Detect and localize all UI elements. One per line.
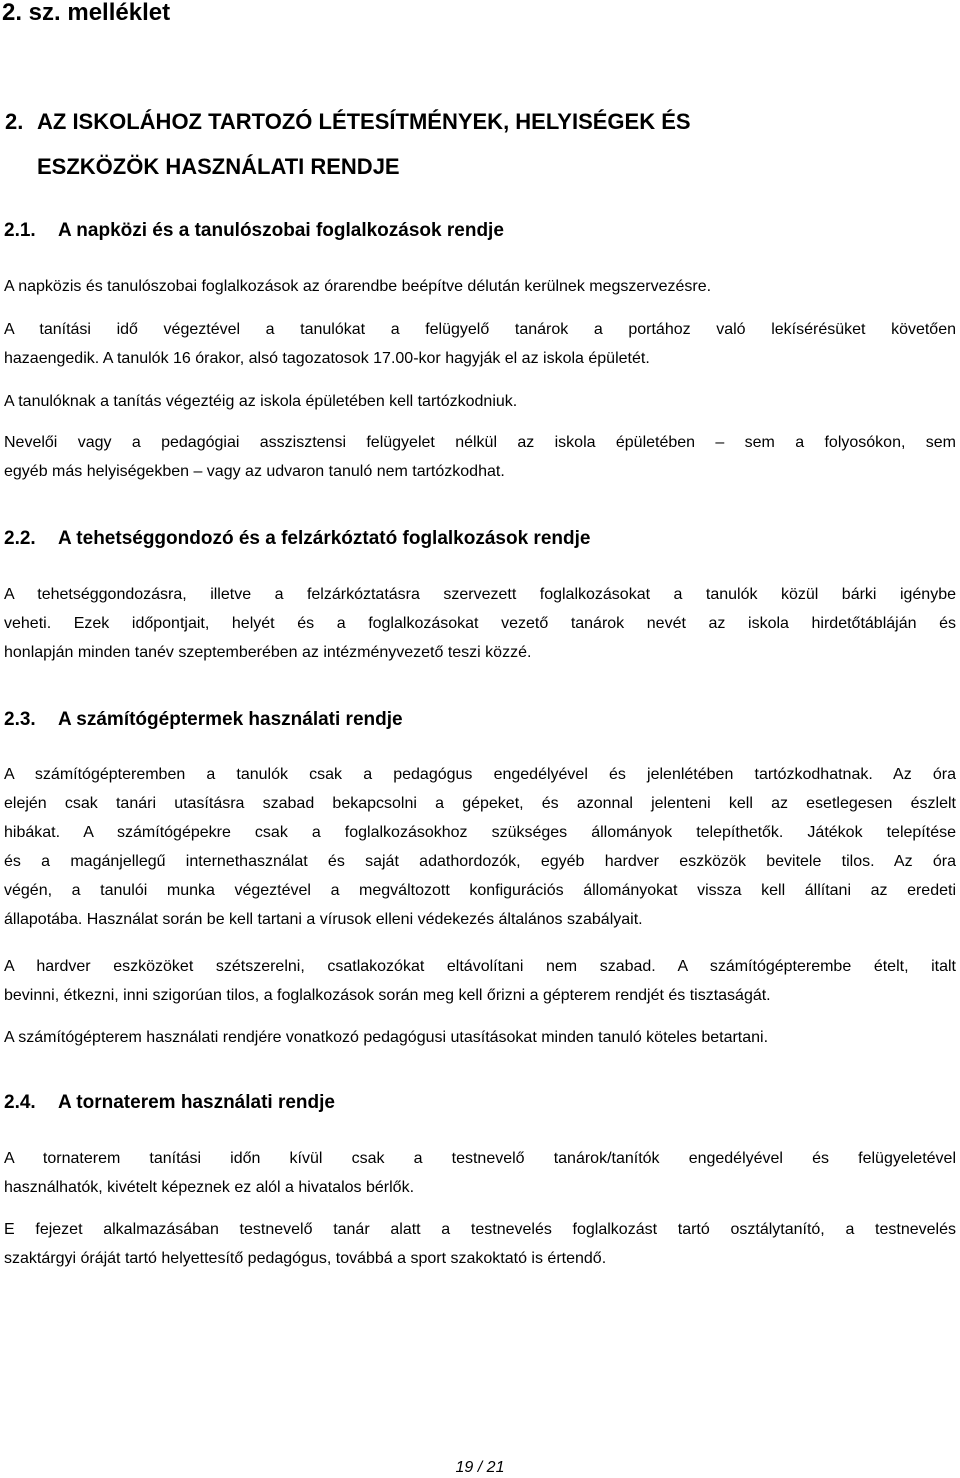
paragraph — [4, 272, 956, 301]
section-heading-2-1 — [4, 219, 504, 243]
paragraph-line: végén, a tanulói munka végeztével a megváltozott konfigurációs állományokat vissza kell állítani az eredeti — [4, 882, 956, 899]
paragraph-line: E fejezet alkalmazásában testnevelő tanár alatt a testnevelés foglalkozást tartó osztálytanító, a testnevelés — [4, 1221, 956, 1238]
section-title: A tornaterem használati rendje — [58, 1092, 335, 1113]
paragraph — [4, 952, 956, 1010]
paragraph-line: hibákat. A számítógépekre csak a foglalkozásokhoz szükséges állományok telepíthetők. Játékok telepítése — [4, 824, 956, 841]
section-heading-2-3 — [4, 708, 403, 732]
paragraph-line: és a magánjellegű internethasználat és saját adathordozók, egyéb hardver eszközök bevitele tilos. Az óra — [4, 853, 956, 870]
chapter-title — [5, 99, 945, 189]
paragraph-line: A hardver eszközöket szétszerelni, csatlakozókat eltávolítani nem szabad. A számítógépterembe ételt, italt — [4, 958, 956, 975]
section-number: 2.3. — [4, 709, 36, 730]
paragraph-line: A napközis és tanulószobai foglalkozások az órarendbe beépítve délután kerülnek megszervezésre. — [4, 278, 712, 295]
paragraph — [4, 387, 956, 416]
paragraph — [4, 1144, 956, 1202]
section-number: 2.2. — [4, 528, 36, 549]
annex-title: 2. sz. melléklet — [2, 0, 171, 26]
paragraph-line: A tanítási idő végeztével a tanulókat a felügyelő tanárok a portához való lekísérésüket követően — [4, 321, 956, 338]
section-number: 2.4. — [4, 1092, 36, 1113]
paragraph-line: A számítógépteremben a tanulók csak a pedagógus engedélyével és jelenlétében tartózkodhatnak. Az óra — [4, 766, 956, 783]
section-number: 2.1. — [4, 220, 36, 241]
paragraph-line: A tanulóknak a tanítás végeztéig az iskola épületében kell tartózkodniuk. — [4, 393, 518, 410]
paragraph-line: Nevelői vagy a pedagógiai asszisztensi felügyelet nélkül az iskola épületében – sem a folyosókon, sem — [4, 434, 956, 451]
paragraph — [4, 760, 956, 934]
paragraph — [4, 315, 956, 373]
section-title: A napközi és a tanulószobai foglalkozások rendje — [58, 220, 504, 241]
chapter-number: 2. — [5, 109, 24, 134]
paragraph-line: bevinni, étkezni, inni szigorúan tilos, a foglalkozások során meg kell őrizni a gépterem rendjét és tisztaságát. — [4, 987, 771, 1004]
section-title: A számítógéptermek használati rendje — [58, 709, 403, 730]
paragraph-line: hazaengedik. A tanulók 16 órakor, alsó tagozatosok 17.00-kor hagyják el az iskola épületét. — [4, 350, 650, 367]
paragraph-line: veheti. Ezek időpontjait, helyét és a foglalkozásokat vezető tanárok nevét az iskola hirdetőtábláján és — [4, 615, 956, 632]
paragraph-line: szaktárgyi óráját tartó helyettesítő pedagógus, továbbá a sport szakoktató is értendő. — [4, 1250, 607, 1267]
page-number: 19 / 21 — [455, 1459, 505, 1476]
section-heading-2-4 — [4, 1091, 335, 1115]
paragraph-line: állapotába. Használat során be kell tartani a vírusok elleni védekezés általános szabályait. — [4, 911, 643, 928]
paragraph-line: A tehetséggondozásra, illetve a felzárkóztatásra szervezett foglalkozásokat a tanulók közül bárki igénybe — [4, 586, 956, 603]
paragraph-line: egyéb más helyiségekben – vagy az udvaron tanuló nem tartózkodhat. — [4, 463, 505, 480]
paragraph — [4, 428, 956, 486]
chapter-title-line-2: ESZKÖZÖK HASZNÁLATI RENDJE — [37, 154, 400, 179]
paragraph-line: A tornaterem tanítási időn kívül csak a testnevelő tanárok/tanítók engedélyével és felügyeletével — [4, 1150, 956, 1167]
paragraph-line: elején csak tanári utasításra szabad bekapcsolni a gépeket, és azonnal jelenteni kell az esetlegesen észlelt — [4, 795, 956, 812]
chapter-title-line-1: AZ ISKOLÁHOZ TARTOZÓ LÉTESÍTMÉNYEK, HELYISÉGEK ÉS — [37, 109, 691, 134]
paragraph — [4, 580, 956, 667]
section-heading-2-2 — [4, 527, 590, 551]
section-title: A tehetséggondozó és a felzárkóztató foglalkozások rendje — [58, 528, 591, 549]
paragraph-line: A számítógépterem használati rendjére vonatkozó pedagógusi utasításokat minden tanuló köteles betartani. — [4, 1029, 769, 1046]
paragraph — [4, 1215, 956, 1273]
paragraph — [4, 1023, 956, 1052]
paragraph-line: honlapján minden tanév szeptemberében az intézményvezető teszi közzé. — [4, 644, 532, 661]
paragraph-line: használhatók, kivételt képeznek ez alól a hivatalos bérlők. — [4, 1179, 415, 1196]
